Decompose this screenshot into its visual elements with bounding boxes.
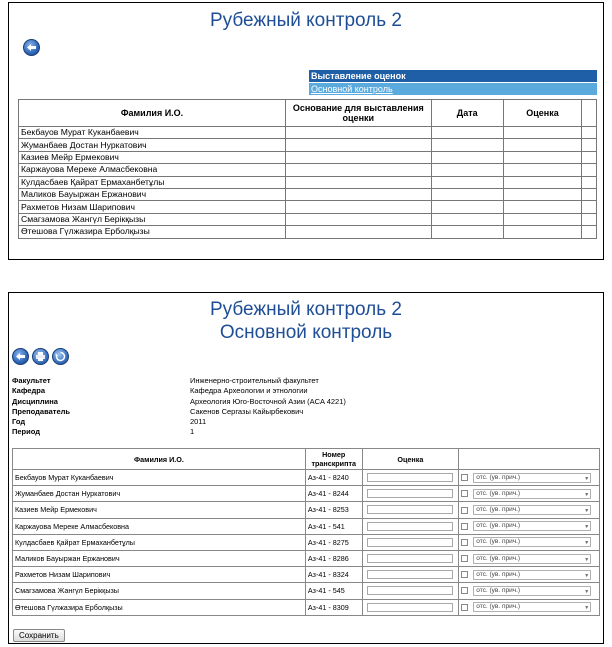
- table-row: [19, 201, 597, 213]
- grade-input[interactable]: [367, 554, 453, 563]
- date-cell[interactable]: [431, 176, 503, 188]
- table-row: [19, 164, 597, 176]
- table-row: [19, 176, 597, 188]
- students-table: [18, 99, 597, 239]
- absence-cell: [459, 486, 600, 502]
- date-cell[interactable]: [431, 201, 503, 213]
- table-row: [19, 139, 597, 151]
- transcript-cell: Аз-41 - 545: [305, 583, 362, 599]
- arrow-left-icon: [26, 42, 37, 53]
- student-name-cell: Смагзамова Жангүл Берікқызы: [13, 583, 306, 599]
- absence-reason-select[interactable]: [473, 570, 591, 580]
- basis-cell[interactable]: [285, 139, 431, 151]
- absence-cell: [459, 550, 600, 566]
- grade-input[interactable]: [367, 473, 453, 482]
- meta-label: Год: [12, 417, 26, 427]
- absence-checkbox[interactable]: [461, 539, 468, 546]
- basis-cell[interactable]: [285, 176, 431, 188]
- grade-cell: [362, 486, 459, 502]
- student-name-cell: Жуманбаев Достан Нуркатович: [19, 139, 286, 151]
- grade-cell[interactable]: [503, 213, 581, 225]
- table-row: [13, 534, 600, 550]
- table-row: [13, 550, 600, 566]
- absence-cell: [459, 583, 600, 599]
- meta-label: Период: [12, 427, 40, 437]
- basis-cell[interactable]: [285, 226, 431, 238]
- grade-input[interactable]: [367, 603, 453, 612]
- meta-label: Дисциплина: [12, 396, 58, 406]
- absence-reason-select[interactable]: [473, 602, 591, 612]
- table-row: [13, 502, 600, 518]
- grade-input[interactable]: [367, 489, 453, 498]
- chevron-down-icon: ▼: [584, 588, 590, 595]
- absence-checkbox[interactable]: [461, 555, 468, 562]
- back-button[interactable]: [23, 39, 40, 56]
- extra-cell[interactable]: [582, 127, 597, 139]
- column-header-absence: [459, 449, 600, 470]
- student-name-cell: Бекбауов Мурат Куканбаевич: [13, 470, 306, 486]
- absence-reason-value: отс. (ув. прич.): [476, 538, 521, 546]
- absence-reason-value: отс. (ув. прич.): [476, 489, 521, 497]
- absence-reason-select[interactable]: [473, 489, 591, 499]
- back-button[interactable]: [12, 348, 29, 365]
- meta-label: Преподаватель: [12, 406, 70, 416]
- absence-reason-select[interactable]: [473, 554, 591, 564]
- student-name-cell: Рахметов Низам Шарипович: [19, 201, 286, 213]
- meta-value: Сакенов Сергазы Кайырбекович: [190, 406, 304, 416]
- extra-cell[interactable]: [582, 151, 597, 163]
- absence-reason-value: отс. (ув. прич.): [476, 603, 521, 611]
- student-name-cell: Рахметов Низам Шарипович: [13, 567, 306, 583]
- absence-cell: [459, 502, 600, 518]
- refresh-icon: [55, 351, 66, 362]
- student-name-cell: Смагзамова Жангүл Берікқызы: [19, 213, 286, 225]
- date-cell[interactable]: [431, 151, 503, 163]
- save-button[interactable]: Сохранить: [13, 629, 65, 642]
- extra-cell[interactable]: [582, 201, 597, 213]
- grade-cell[interactable]: [503, 188, 581, 200]
- print-button[interactable]: [32, 348, 49, 365]
- absence-checkbox[interactable]: [461, 507, 468, 514]
- student-name-cell: Бекбауов Мурат Куканбаевич: [19, 127, 286, 139]
- absence-checkbox[interactable]: [461, 523, 468, 530]
- transcript-cell: Аз-41 - 8324: [305, 567, 362, 583]
- date-cell[interactable]: [431, 139, 503, 151]
- grades-table: [12, 448, 600, 616]
- absence-checkbox[interactable]: [461, 571, 468, 578]
- chevron-down-icon: ▼: [584, 556, 590, 563]
- basis-cell[interactable]: [285, 151, 431, 163]
- table-row: [19, 213, 597, 225]
- absence-reason-select[interactable]: [473, 537, 591, 547]
- extra-cell[interactable]: [582, 213, 597, 225]
- grading-panel-bottom: [8, 292, 604, 644]
- extra-cell[interactable]: [582, 226, 597, 238]
- page-subtitle: Основной контроль: [219, 322, 393, 343]
- absence-checkbox[interactable]: [461, 490, 468, 497]
- meta-value: 2011: [190, 417, 207, 427]
- absence-cell: [459, 599, 600, 615]
- extra-cell[interactable]: [582, 176, 597, 188]
- table-row: [13, 567, 600, 583]
- table-row: [19, 151, 597, 163]
- absence-reason-value: отс. (ув. прич.): [476, 570, 521, 578]
- chevron-down-icon: ▼: [584, 524, 590, 531]
- absence-checkbox[interactable]: [461, 474, 468, 481]
- grade-input[interactable]: [367, 538, 453, 547]
- grading-panel-top: [8, 2, 604, 260]
- student-name-cell: Каржауова Мереке Алмасбековна: [19, 164, 286, 176]
- student-name-cell: Казиев Мейр Ермекович: [19, 151, 286, 163]
- student-name-cell: Кулдасбаев Қайрат Ермаханбетұлы: [13, 534, 306, 550]
- basis-cell[interactable]: [285, 201, 431, 213]
- grade-cell[interactable]: [503, 176, 581, 188]
- chevron-down-icon: ▼: [584, 508, 590, 515]
- grade-cell: [362, 502, 459, 518]
- grade-input[interactable]: [367, 505, 453, 514]
- basis-cell[interactable]: [285, 127, 431, 139]
- extra-cell[interactable]: [582, 139, 597, 151]
- basis-cell[interactable]: [285, 164, 431, 176]
- basis-cell[interactable]: [285, 213, 431, 225]
- transcript-cell: Аз-41 - 8253: [305, 502, 362, 518]
- absence-reason-value: отс. (ув. прич.): [476, 473, 521, 481]
- table-row: [13, 583, 600, 599]
- chevron-down-icon: ▼: [584, 475, 590, 482]
- grade-cell: [362, 534, 459, 550]
- extra-cell[interactable]: [582, 188, 597, 200]
- column-header-transcript: Номер транскрипта: [305, 449, 362, 470]
- grade-input[interactable]: [367, 570, 453, 579]
- grade-cell[interactable]: [503, 127, 581, 139]
- column-header-name: Фамилия И.О.: [13, 449, 306, 470]
- table-row: [13, 486, 600, 502]
- student-name-cell: Өтешова Гүлжазира Ерболқызы: [13, 599, 306, 615]
- absence-reason-value: отс. (ув. прич.): [476, 586, 521, 594]
- date-cell[interactable]: [431, 226, 503, 238]
- student-name-cell: Маликов Бауыржан Ержанович: [13, 550, 306, 566]
- student-name-cell: Каржауова Мереке Алмасбековна: [13, 518, 306, 534]
- table-row: [19, 226, 597, 238]
- table-row: [19, 127, 597, 139]
- grade-input[interactable]: [367, 586, 453, 595]
- transcript-cell: Аз-41 - 8240: [305, 470, 362, 486]
- absence-checkbox[interactable]: [461, 604, 468, 611]
- column-header-date: Дата: [431, 100, 503, 127]
- grade-cell: [362, 567, 459, 583]
- column-header-name: Фамилия И.О.: [19, 100, 286, 127]
- absence-reason-select[interactable]: [473, 586, 591, 596]
- grade-cell: [362, 518, 459, 534]
- column-header-grade: Оценка: [503, 100, 581, 127]
- transcript-cell: Аз-41 - 8275: [305, 534, 362, 550]
- student-name-cell: Кулдасбаев Қайрат Ермаханбетұлы: [19, 176, 286, 188]
- grade-cell[interactable]: [503, 139, 581, 151]
- student-name-cell: Казиев Мейр Ермекович: [13, 502, 306, 518]
- absence-reason-select[interactable]: [473, 473, 591, 483]
- transcript-cell: Аз-41 - 8286: [305, 550, 362, 566]
- transcript-cell: Аз-41 - 8244: [305, 486, 362, 502]
- column-header-basis: Основание для выставления оценки: [285, 100, 431, 127]
- page-title: Рубежный контроль 2: [210, 299, 402, 320]
- date-cell[interactable]: [431, 213, 503, 225]
- grade-cell: [362, 550, 459, 566]
- student-name-cell: Маликов Бауыржан Ержанович: [19, 188, 286, 200]
- chevron-down-icon: ▼: [584, 540, 590, 547]
- arrow-left-icon: [15, 351, 26, 362]
- sidebar-link-main-control[interactable]: Основной контроль: [309, 83, 597, 95]
- chevron-down-icon: ▼: [584, 572, 590, 579]
- absence-reason-value: отс. (ув. прич.): [476, 522, 521, 530]
- grade-cell[interactable]: [503, 226, 581, 238]
- page-title: Рубежный контроль 2: [210, 10, 402, 31]
- grade-cell[interactable]: [503, 151, 581, 163]
- student-name-cell: Жуманбаев Достан Нуркатович: [13, 486, 306, 502]
- absence-reason-select[interactable]: [473, 505, 591, 515]
- refresh-button[interactable]: [52, 348, 69, 365]
- meta-value: Инженерно-строительный факультет: [190, 376, 319, 385]
- grade-cell: [362, 470, 459, 486]
- absence-cell: [459, 534, 600, 550]
- transcript-cell: Аз-41 - 541: [305, 518, 362, 534]
- table-row: [13, 518, 600, 534]
- meta-label: Кафедра: [12, 386, 45, 396]
- absence-checkbox[interactable]: [461, 587, 468, 594]
- chevron-down-icon: ▼: [584, 491, 590, 498]
- date-cell[interactable]: [431, 188, 503, 200]
- table-row: [19, 188, 597, 200]
- table-row: [13, 599, 600, 615]
- date-cell[interactable]: [431, 127, 503, 139]
- meta-label: Факультет: [12, 376, 51, 385]
- grade-cell: [362, 599, 459, 615]
- grade-cell[interactable]: [503, 201, 581, 213]
- table-row: [13, 470, 600, 486]
- absence-reason-value: отс. (ув. прич.): [476, 554, 521, 562]
- transcript-cell: Аз-41 - 8309: [305, 599, 362, 615]
- meta-value: Археология Юго-Восточной Азии (ACA 4221): [190, 396, 346, 406]
- grade-cell: [362, 583, 459, 599]
- meta-value: 1: [190, 427, 195, 437]
- column-header-grade: Оценка: [362, 449, 459, 470]
- extra-cell[interactable]: [582, 164, 597, 176]
- absence-cell: [459, 470, 600, 486]
- absence-reason-select[interactable]: [473, 521, 591, 531]
- date-cell[interactable]: [431, 164, 503, 176]
- absence-reason-value: отс. (ув. прич.): [476, 506, 521, 514]
- grade-input[interactable]: [367, 522, 453, 531]
- print-icon: [35, 351, 46, 362]
- grade-cell[interactable]: [503, 164, 581, 176]
- absence-cell: [459, 518, 600, 534]
- sidebar-header-grading: Выставление оценок: [309, 70, 597, 82]
- absence-cell: [459, 567, 600, 583]
- student-name-cell: Өтешова Гүлжазира Ерболқызы: [19, 226, 286, 238]
- chevron-down-icon: ▼: [584, 605, 590, 612]
- column-header-extra: [582, 100, 597, 127]
- basis-cell[interactable]: [285, 188, 431, 200]
- meta-value: Кафедра Археологии и этнологии: [190, 386, 308, 396]
